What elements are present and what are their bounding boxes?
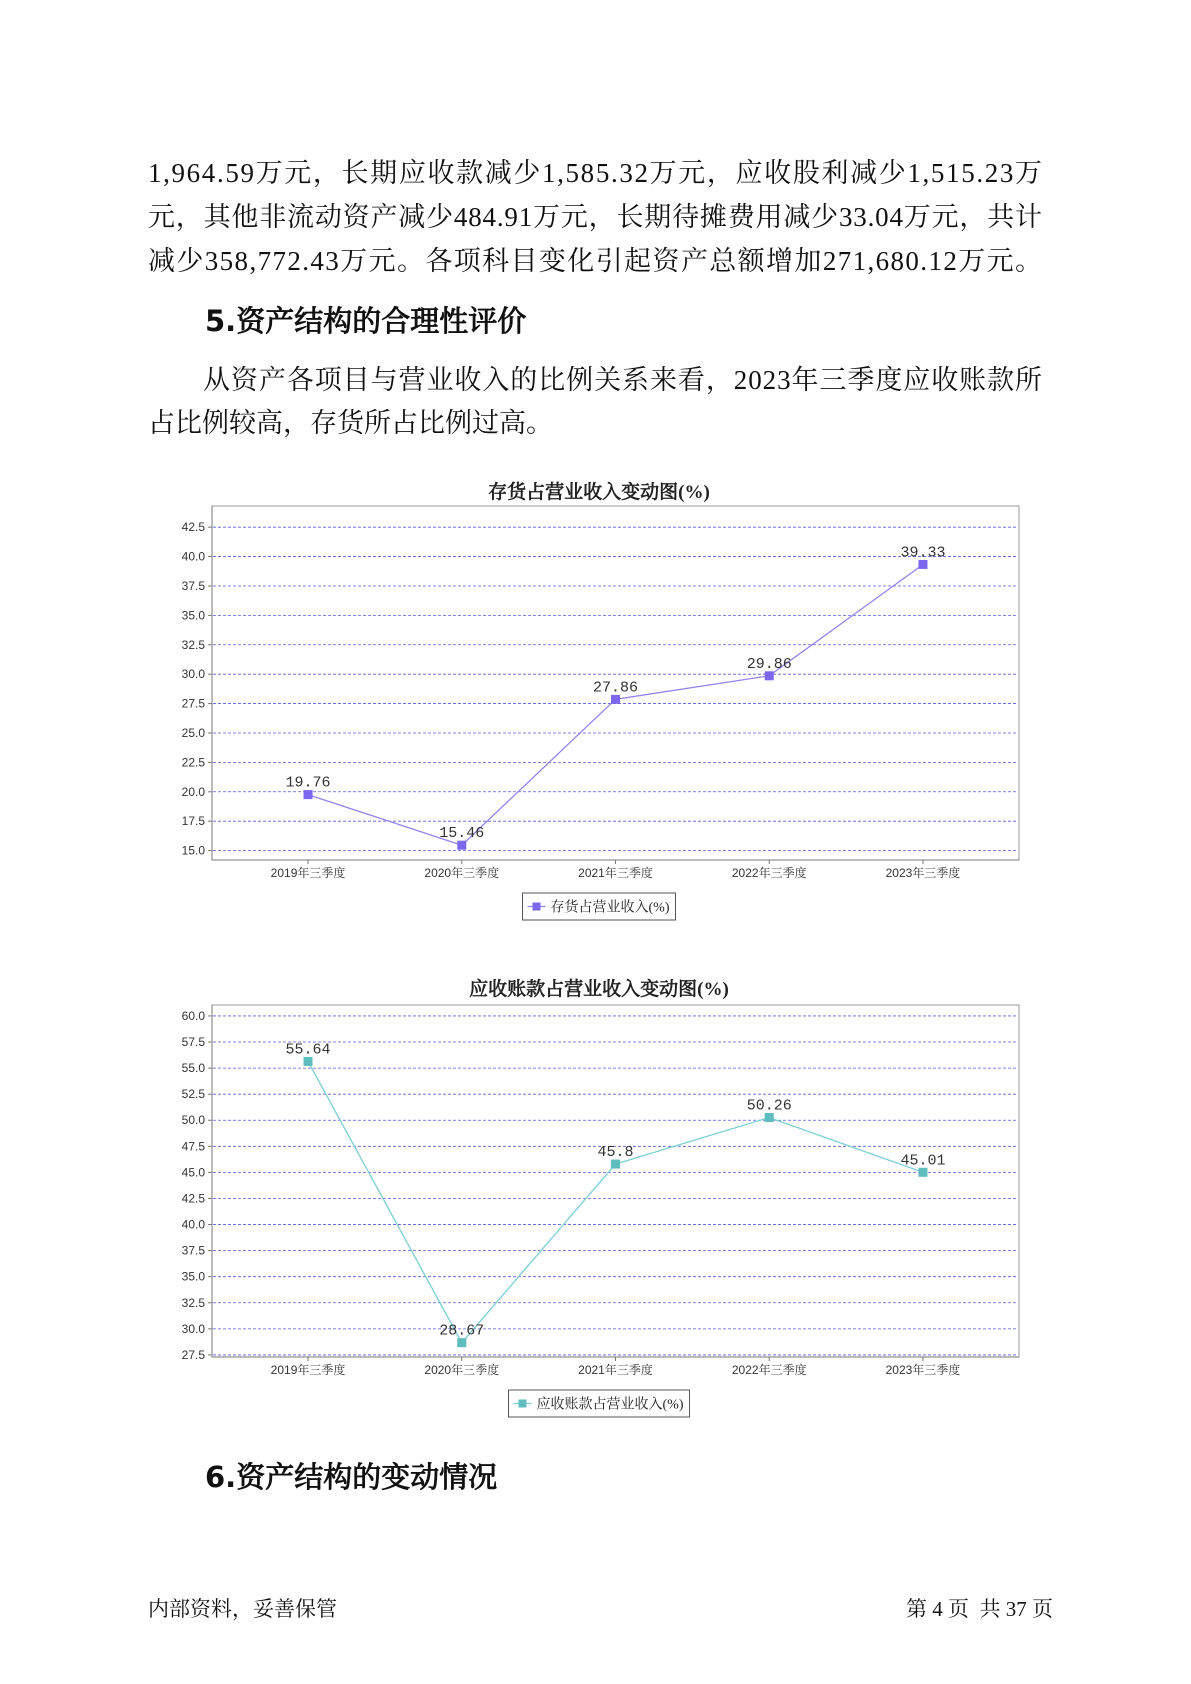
y-tick-label: 32.5 [181, 1295, 205, 1310]
body-line-2: 元，其他非流动资产减少484.91万元，长期待摊费用减少33.04万元，共计 [148, 202, 1043, 232]
y-tick-label: 55.0 [181, 1061, 205, 1076]
section-6-heading: 6.资产结构的变动情况 [205, 1460, 498, 1494]
y-tick-label: 17.5 [181, 814, 205, 829]
footer-page-number: 第 4 页 共 37 页 [906, 1597, 1053, 1621]
plot-area [212, 1005, 1019, 1357]
y-tick-label: 57.5 [181, 1035, 205, 1050]
x-tick-label: 2020年三季度 [424, 1363, 500, 1377]
x-tick-label: 2019年三季度 [270, 866, 346, 880]
y-tick-label: 35.0 [181, 1269, 205, 1284]
legend-marker [533, 903, 541, 911]
legend-label: 存货占营业收入(%) [550, 900, 670, 916]
data-label: 50.26 [746, 1097, 792, 1115]
x-tick-label: 2023年三季度 [885, 1363, 961, 1377]
x-tick-label: 2019年三季度 [270, 1363, 346, 1377]
data-label: 55.64 [285, 1041, 331, 1059]
x-tick-label: 2022年三季度 [731, 866, 807, 880]
y-tick-label: 60.0 [181, 1008, 205, 1023]
data-label: 27.86 [592, 679, 639, 697]
data-label: 45.01 [900, 1152, 946, 1170]
data-label: 15.46 [439, 825, 485, 843]
x-tick-label: 2021年三季度 [578, 866, 653, 880]
y-tick-label: 40.0 [181, 1217, 205, 1232]
y-tick-label: 35.0 [181, 608, 205, 623]
receivables-ratio-chart [140, 968, 1040, 1423]
y-tick-label: 15.0 [181, 843, 205, 858]
data-label: 28.67 [439, 1322, 485, 1340]
body-line-1: 1,964.59万元，长期应收款减少1,585.32万元，应收股利减少1,515.23万 [148, 158, 1044, 188]
y-tick-label: 42.5 [181, 1191, 205, 1206]
y-tick-label: 52.5 [181, 1087, 205, 1102]
chart-title: 存货占营业收入变动图(%) [488, 482, 710, 503]
y-tick-label: 27.5 [181, 1347, 205, 1362]
y-tick-label: 42.5 [181, 520, 205, 535]
inventory-ratio-chart [140, 470, 1040, 925]
x-tick-label: 2020年三季度 [424, 866, 500, 880]
x-tick-label: 2022年三季度 [731, 1363, 807, 1377]
legend-label: 应收账款占营业收入(%) [536, 1397, 684, 1413]
inventory-ratio-chart-svg [140, 470, 1040, 925]
y-tick-label: 22.5 [181, 755, 205, 770]
y-tick-label: 30.0 [181, 1321, 205, 1336]
section-5-paragraph-line-2: 占比例较高，存货所占比例过高。 [148, 408, 553, 438]
data-label: 39.33 [900, 544, 946, 562]
y-tick-label: 20.0 [181, 784, 205, 799]
section-5-paragraph-line-1: 从资产各项目与营业收入的比例关系来看，2023年三季度应收账款所 [203, 365, 1043, 395]
data-label: 19.76 [285, 774, 331, 792]
data-label: 29.86 [746, 655, 792, 673]
y-tick-label: 32.5 [181, 637, 205, 652]
section-5-heading: 5.资产结构的合理性评价 [205, 304, 527, 338]
y-tick-label: 47.5 [181, 1139, 205, 1154]
y-tick-label: 25.0 [181, 725, 205, 740]
y-tick-label: 27.5 [181, 696, 205, 711]
y-tick-label: 40.0 [181, 549, 205, 564]
y-tick-label: 37.5 [181, 1243, 205, 1258]
y-tick-label: 37.5 [181, 578, 205, 593]
body-line-3: 减少358,772.43万元。各项科目变化引起资产总额增加271,680.12万元。 [148, 246, 1044, 276]
x-tick-label: 2023年三季度 [885, 866, 961, 880]
footer-confidential-note: 内部资料，妥善保管 [148, 1597, 337, 1621]
legend-marker [519, 1400, 527, 1408]
y-tick-label: 50.0 [181, 1113, 205, 1128]
y-tick-label: 45.0 [181, 1165, 205, 1180]
chart-title: 应收账款占营业收入变动图(%) [469, 979, 729, 1000]
data-label: 45.8 [597, 1144, 634, 1162]
y-tick-label: 30.0 [181, 667, 205, 682]
receivables-ratio-chart-svg [140, 968, 1040, 1423]
x-tick-label: 2021年三季度 [578, 1363, 653, 1377]
